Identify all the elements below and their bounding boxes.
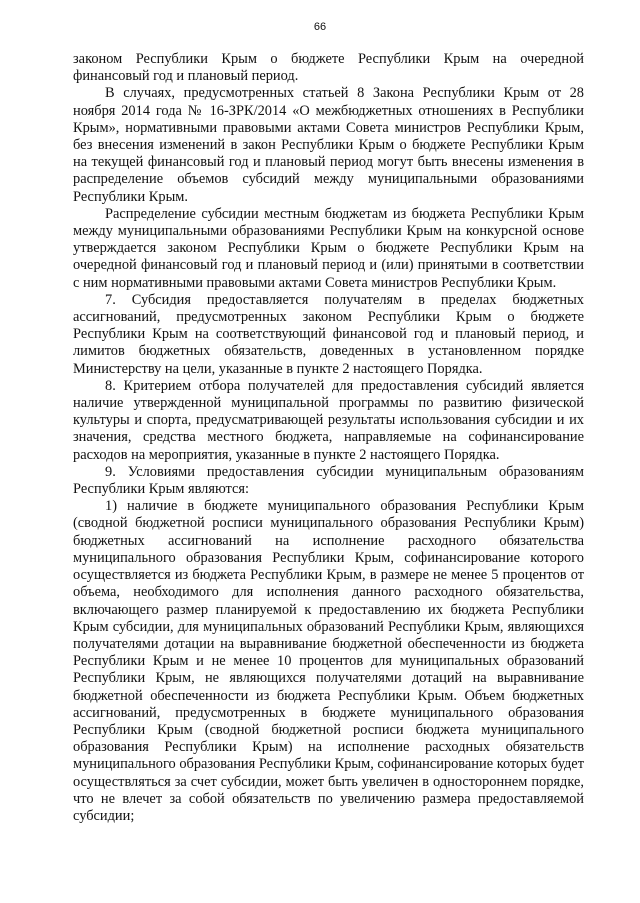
paragraph-subitem-1: 1) наличие в бюджете муниципального образования Республики Крым (сводной бюджетной росписи муниципального образования Республики Крым) бюджетных ассигнований на исполнение расходного обязательства муниципального образования Республики Крым, софинансирование которого осуществляется из бюджета Республики Крым, в размере не менее 5 процентов от объема, необходимого для исполнения данного расходного обязательства, включающего размер планируемой к предоставлению их бюджета Республики Крым субсидии, для муниципальных образований Республики Крым, являющихся получателями дотации на выравнивание бюджетной обеспеченности из бюджета Республики Крым и не менее 10 процентов для муниципальных образований Республики Крым, не являющихся получателями дотаций на выравнивание бюджетной обеспеченности из бюджета Республики Крым. Объем бюджетных ассигнований, предусмотренных в бюджете муниципального образования Республики Крым (сводной бюджетной росписи бюджета муниципального образования Республики Крым) на исполнение расходных обязательств муниципального образования Республики Крым, софинансирование которых будет осуществляться за счет субсидии, может быть увеличен в одностороннем порядке, что не влечет за собой обязательств по увеличению размера предоставляемой субсидии; bbox=[73, 498, 584, 824]
paragraph-item-8: 8. Критерием отбора получателей для предоставления субсидий является наличие утвержденной муниципальной программы по развитию физической культуры и спорта, предусматривающей результаты использования субсидии и их значения, средства местного бюджета, направляемые на софинансирование расходов на мероприятия, указанные в пункте 2 настоящего Порядка. bbox=[73, 377, 584, 463]
page-number: 66 bbox=[313, 21, 327, 33]
paragraph-continuation: законом Республики Крым о бюджете Республики Крым на очередной финансовый год и плановый период. bbox=[73, 51, 584, 85]
paragraph-item-7: 7. Субсидия предоставляется получателям в пределах бюджетных ассигнований, предусмотренных законом Республики Крым о бюджете Республики Крым на соответствующий финансовой год и плановый период, и лимитов бюджетных обязательств, доведенных в установленном порядке Министерству на цели, указанные в пункте 2 настоящего Порядка. bbox=[73, 291, 584, 377]
paragraph-subsidy-changes: В случаях, предусмотренных статьей 8 Закона Республики Крым от 28 ноября 2014 года № 16-ЗРК/2014 «О межбюджетных отношениях в Республики Крым», нормативными правовыми актами Совета министров Республики Крым, без внесения изменений в закон Республики Крым о бюджете Республики Крым на текущей финансовый год и плановый период могут быть внесены изменения в распределение объемов субсидий между муниципальными образованиями Республики Крым. bbox=[73, 85, 584, 205]
paragraph-subsidy-distribution: Распределение субсидии местным бюджетам из бюджета Республики Крым между муниципальными образованиями Республики Крым на конкурсной основе утверждается законом Республики Крым о бюджете Республики Крым на очередной финансовый год и плановый период и (или) принятыми в соответствии с ним нормативными правовыми актами Совета министров Республики Крым. bbox=[73, 205, 584, 291]
paragraph-item-9: 9. Условиями предоставления субсидии муниципальным образованиям Республики Крым являются: bbox=[73, 463, 584, 498]
document-body bbox=[73, 51, 584, 825]
